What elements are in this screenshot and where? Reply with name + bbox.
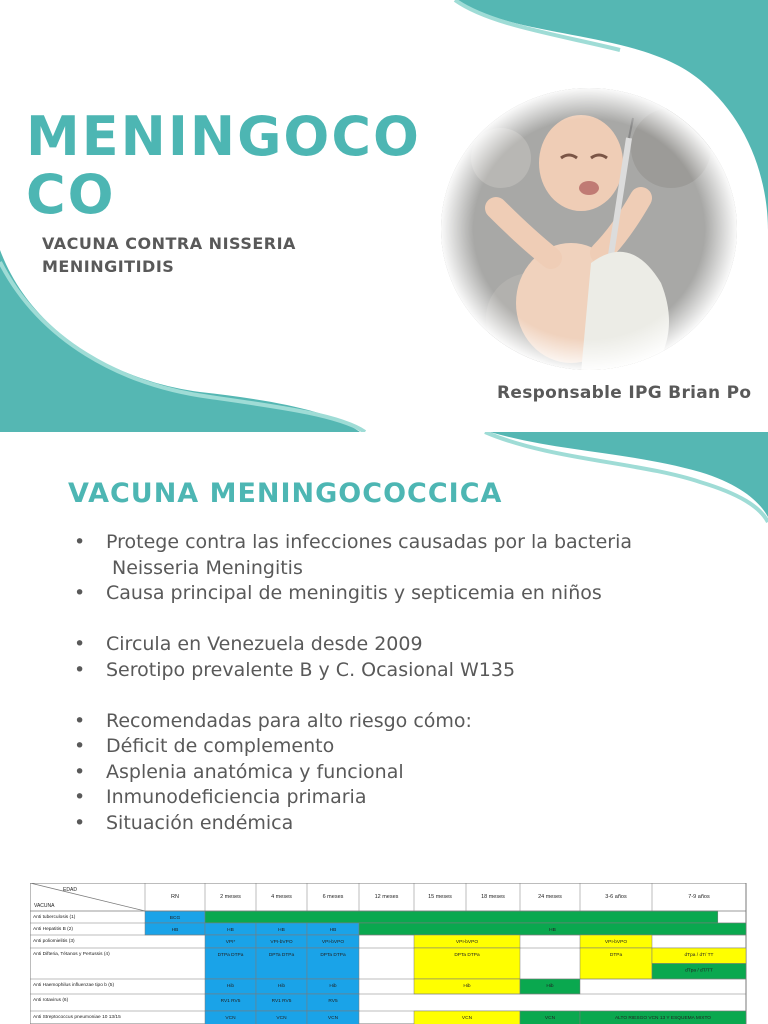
presentation-title: MENINGOCOCO bbox=[26, 105, 421, 226]
bullet-text: Causa principal de meningitis y septicemia en niños bbox=[106, 582, 602, 604]
schedule-cell-label: HB bbox=[227, 928, 234, 933]
age-header: 7-9 años bbox=[688, 894, 710, 900]
bullet-dot: • bbox=[74, 582, 86, 604]
bullet-dot: • bbox=[74, 658, 86, 681]
schedule-cell-label: VCN bbox=[461, 1016, 473, 1021]
age-header: 18 meses bbox=[481, 894, 505, 900]
schedule-cell-label: Hib bbox=[329, 984, 337, 989]
bullet-item bbox=[74, 785, 734, 811]
age-header: 2 meses bbox=[220, 894, 241, 900]
age-header: 24 meses bbox=[538, 894, 562, 900]
schedule-cell bbox=[205, 911, 718, 923]
schedule-cell-label: VCN bbox=[225, 1016, 236, 1021]
age-header: 6 meses bbox=[322, 894, 344, 900]
schedule-cell-label: ALTO RIESGO VCN 13 Y ESQUEMA MIXTO bbox=[614, 1016, 712, 1021]
vaccination-schedule-table bbox=[30, 883, 748, 1024]
vaccine-name: Anti Haemophilus influenzae tipo b (5) bbox=[33, 983, 115, 988]
bullet-dot: • bbox=[74, 760, 86, 783]
schedule-cell-label: HB bbox=[278, 928, 285, 933]
bullet-dot: • bbox=[74, 633, 86, 655]
schedule-cell-label: RV1 RV5 bbox=[271, 999, 292, 1004]
schedule-cell-label: VCN bbox=[327, 1016, 339, 1021]
schedule-cell-label: DPTa DTPa bbox=[320, 953, 346, 958]
bullet-dot: • bbox=[74, 531, 86, 553]
bullet-text: Serotipo prevalente B y C. Ocasional W135 bbox=[106, 658, 516, 681]
vaccine-name: Anti Streptococcus pneumoniae 10 13/15 bbox=[33, 1015, 121, 1020]
vaccine-name: Anti rotavirus (6) bbox=[33, 998, 69, 1003]
bullet-item bbox=[74, 530, 734, 581]
bullet-text: Protege contra las infecciones causadas por la bacteria bbox=[106, 531, 632, 553]
baby-vaccine-photo bbox=[441, 88, 737, 370]
vaccine-name: Anti Hepatitis B (2) bbox=[33, 927, 73, 932]
schedule-cell-label: BCG bbox=[169, 916, 181, 921]
schedule-cell-label: HB bbox=[549, 928, 556, 933]
bullet-spacer bbox=[74, 607, 734, 633]
schedule-cell-label: HB bbox=[329, 928, 337, 933]
age-header: RN bbox=[171, 894, 179, 900]
bullet-text: Situación endémica bbox=[106, 811, 294, 834]
bullet-item bbox=[74, 658, 734, 684]
responsible-label: Responsable IPG Brian Po bbox=[497, 383, 752, 403]
age-header: 15 meses bbox=[428, 894, 452, 900]
bullet-text: Circula en Venezuela desde 2009 bbox=[106, 633, 423, 655]
vaccine-name: Anti Difteria, Tétanos y Pertussis (4) bbox=[33, 952, 110, 957]
schedule-cell-label: RV1 RV5 bbox=[220, 999, 241, 1004]
bullet-item bbox=[74, 632, 734, 658]
bullet-continuation: Neisseria Meningitis bbox=[112, 556, 303, 579]
bullet-text: Asplenia anatómica y funcional bbox=[106, 760, 404, 783]
schedule-cell-label: VPI* bbox=[225, 940, 236, 945]
bullet-item bbox=[74, 709, 734, 735]
schedule-cell-label: Hib bbox=[226, 984, 235, 989]
bullet-dot: • bbox=[74, 709, 86, 732]
title-slide bbox=[0, 0, 768, 432]
schedule-cell-label: DPTa DTPa bbox=[454, 953, 480, 958]
schedule-cell-label: RV5 bbox=[328, 999, 338, 1004]
corner-label-vaccine: VACUNA bbox=[34, 903, 55, 909]
age-header: 12 meses bbox=[374, 894, 399, 900]
bullet-text: Déficit de complemento bbox=[106, 735, 335, 757]
schedule-cell-label: DPTa DTPa bbox=[268, 953, 295, 958]
schedule-cell-label: DTPa DTPa bbox=[217, 953, 244, 958]
bullet-spacer bbox=[74, 683, 734, 709]
schedule-cell-label: VCN bbox=[544, 1016, 556, 1021]
schedule-cell-label: VPI-bVPO bbox=[321, 940, 345, 945]
bullet-item bbox=[74, 734, 734, 760]
bullet-text: Recomendadas para alto riesgo cómo: bbox=[106, 709, 472, 732]
bullet-item bbox=[74, 811, 734, 837]
schedule-cell-label: Hib bbox=[546, 984, 554, 989]
vaccine-name: Anti poliomielitis (3) bbox=[33, 939, 75, 944]
schedule-cell-label: DTPa bbox=[609, 953, 623, 958]
vaccine-name: Anti tuberculosis (1) bbox=[33, 915, 76, 920]
bullet-dot: • bbox=[74, 811, 86, 834]
age-header: 3-6 años bbox=[605, 894, 627, 900]
schedule-cell-label: VPI-bVPO bbox=[455, 940, 479, 945]
bullet-dot: • bbox=[74, 786, 86, 808]
schedule-cell-label: dTpa / dT/TT bbox=[685, 968, 713, 974]
corner-label-age: EDAD bbox=[63, 887, 77, 893]
schedule-cell-label: VPI-bVPO bbox=[604, 940, 628, 945]
bullet-text: Inmunodeficiencia primaria bbox=[106, 786, 367, 808]
bullet-list bbox=[74, 530, 734, 836]
bullet-item bbox=[74, 760, 734, 786]
content-slide bbox=[0, 432, 768, 1024]
schedule-cell-label: Hib bbox=[463, 984, 471, 989]
schedule-cell-label: HB bbox=[171, 928, 179, 933]
schedule-cell-label: dTpa / dT/ TT bbox=[684, 953, 714, 958]
presentation-subtitle: VACUNA CONTRA NISSERIA MENINGITIDIS bbox=[42, 234, 296, 276]
bullet-dot: • bbox=[74, 735, 86, 757]
age-header: 4 meses bbox=[271, 894, 292, 900]
bullet-item bbox=[74, 581, 734, 607]
schedule-cell-label: Hib bbox=[277, 984, 286, 989]
schedule-cell-label: VCN bbox=[276, 1016, 287, 1021]
slide-heading: VACUNA MENINGOCOCCICA bbox=[68, 478, 503, 509]
schedule-cell-label: VPI-bVPO bbox=[270, 940, 293, 945]
